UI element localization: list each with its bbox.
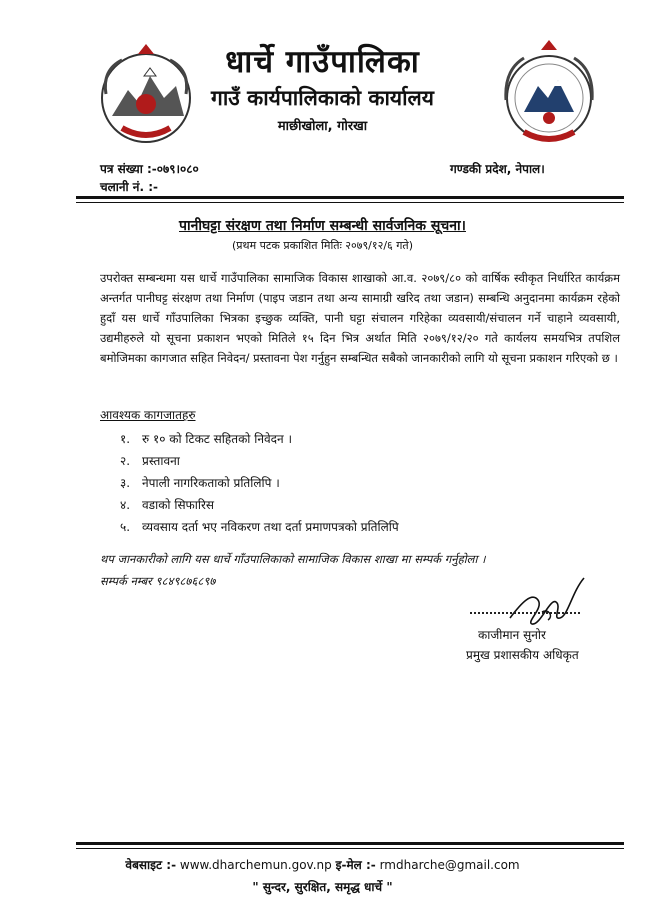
province-label: गण्डकी प्रदेश, नेपाल।: [450, 162, 545, 176]
signature-line: [470, 612, 580, 614]
notice-body: उपरोक्त सम्बन्धमा यस धार्चे गाउँपालिका सामाजिक विकास शाखाको आ.व. २०७९/८० को वार्षिक स्वीकृत निर्धारित कार्यक्रम अन्तर्गत पानीघट्ट संरक्षण तथा निर्माण (पाइप जडान तथा अन्य सामाग्री खरिद तथा जडान) सम्बन्धि अनुदानमा कार्यक्रम रहेको हुदाँ यस धार्चे गाँउपालिका भित्रका इच्छुक व्यक्ति, पानी घट्टा संचालन गरिहेका व्यवसायी/संचालन गर्ने चाहाने व्यवसायी, उद्यमीहरुले यो सूचना प्रकाशन भएको मितिले १५ दिन भित्र अर्थात मिति २०७९/१२/२० गते कार्यलय समयभित्र तपशिल बमोजिमका कागजात सहित निवेदन/ प्रस्तावना पेश गर्नुहुन सम्बन्धित सबैको जानकारीको लागि यो सूचना प्रकाशन गरिएको छ ।: [100, 271, 620, 365]
header-divider: [76, 196, 624, 199]
list-item-text: रु १० को टिकट सहितको निवेदन ।: [142, 432, 293, 446]
email-label: इ-मेल :-: [335, 858, 376, 872]
list-item-number: १.: [120, 432, 131, 446]
footer-divider-thin: [76, 848, 624, 849]
website-link[interactable]: www.dharchemun.gov.np: [179, 858, 332, 872]
footer-divider: [76, 842, 624, 845]
header-divider-thin: [76, 202, 624, 203]
list-item-text: प्रस्तावना: [142, 454, 180, 468]
list-item-number: ३.: [120, 476, 131, 490]
reference-number: पत्र संख्या :-०७९।०८०: [100, 162, 199, 176]
list-item: [120, 496, 399, 518]
org-title: धार्चे गाउँपालिका: [225, 44, 420, 80]
signature-icon: [502, 572, 588, 632]
list-item-number: ५.: [120, 520, 131, 534]
office-subtitle: गाउँ कार्यपालिकाको कार्यालय: [211, 86, 434, 110]
list-item: [120, 474, 399, 496]
list-item-number: २.: [120, 454, 131, 468]
list-item-text: व्यवसाय दर्ता भए नविकरण तथा दर्ता प्रमाणपत्रको प्रतिलिपि: [142, 520, 399, 534]
notice-title: [0, 216, 645, 235]
footer-contact: [0, 856, 645, 873]
contact-phone: सम्पर्क नम्बर ९८४९८७६८९७: [100, 574, 216, 588]
list-item: [120, 452, 399, 474]
list-item: [120, 430, 399, 452]
documents-list: [120, 430, 399, 540]
website-label: वेबसाइट :-: [125, 858, 177, 872]
signatory-title: प्रमुख प्रशासकीय अधिकृत: [466, 648, 579, 662]
slogan: " सुन्दर, सुरक्षित, समृद्ध धार्चे ": [252, 880, 393, 894]
email-link[interactable]: rmdharche@gmail.com: [379, 858, 520, 872]
office-address: माछीखोला, गोरखा: [277, 119, 368, 134]
list-item-text: वडाको सिफारिस: [142, 498, 215, 512]
list-item-number: ४.: [120, 498, 131, 512]
contact-line: थप जानकारीको लागि यस धार्चे गाँउपालिकाको सामाजिक विकास शाखा मा सम्पर्क गर्नुहोला ।: [100, 552, 486, 566]
documents-heading: आवश्यक कागजातहरु: [100, 408, 196, 422]
publication-date: (प्रथम पटक प्रकाशित मितिः २०७९/१२/६ गते): [231, 239, 413, 252]
signatory-name: काजीमान सुनोर: [478, 628, 546, 642]
notice-title-text: पानीघट्टा संरक्षण तथा निर्माण सम्बन्धी सार्वजनिक सूचना।: [179, 218, 466, 234]
dispatch-number: चलानी नं. :-: [100, 180, 158, 194]
list-item-text: नेपाली नागरिकताको प्रतिलिपि ।: [142, 476, 280, 490]
list-item: [120, 518, 399, 540]
